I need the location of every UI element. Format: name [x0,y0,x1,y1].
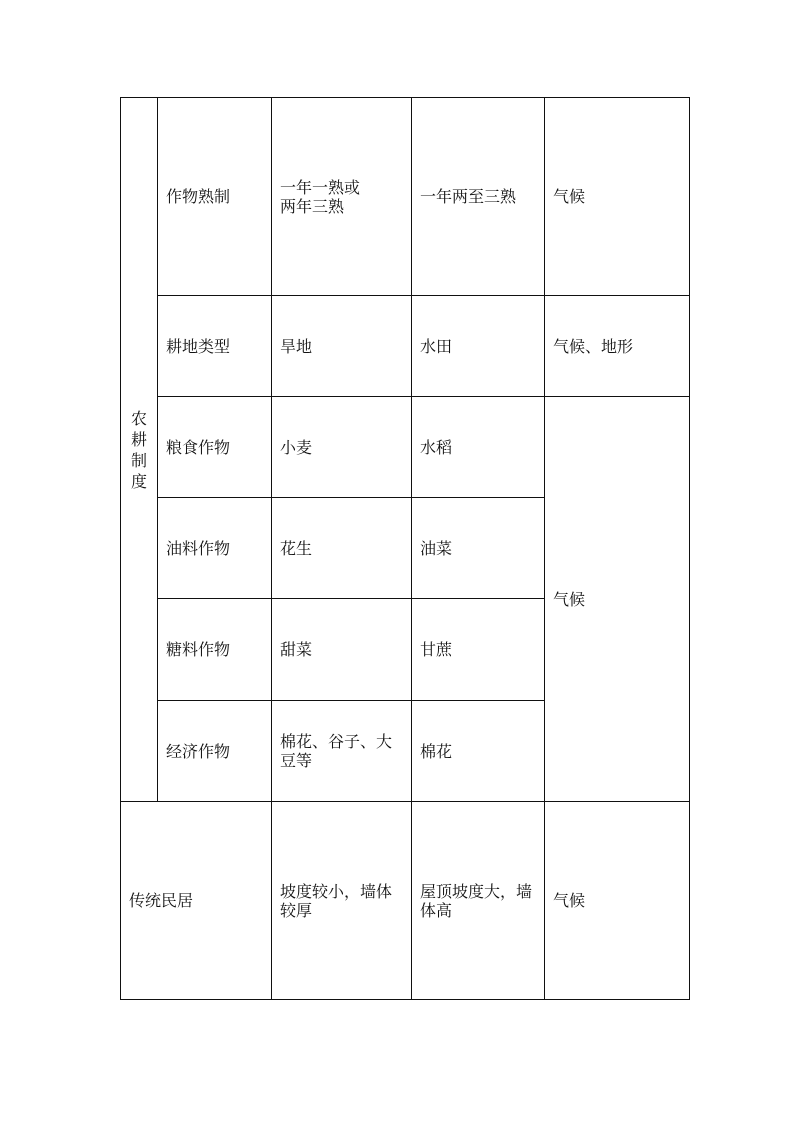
table-cell: 甜菜 [272,599,412,701]
row-label: 传统民居 [121,802,272,1000]
table-cell: 甘蔗 [412,599,545,701]
row-label: 油料作物 [158,498,272,599]
table-cell: 一年一熟或 两年三熟 [272,98,412,296]
row-label: 经济作物 [158,701,272,802]
table-cell: 屋顶坡度大，墙体高 [412,802,545,1000]
table-cell: 气候 [545,802,690,1000]
row-label: 糖料作物 [158,599,272,701]
table-cell: 旱地 [272,296,412,397]
table-cell: 棉花、谷子、大豆等 [272,701,412,802]
table-row [121,802,690,1000]
table-cell: 水稻 [412,397,545,498]
table-cell: 坡度较小，墙体较厚 [272,802,412,1000]
table-cell: 花生 [272,498,412,599]
merged-cell: 气候 [545,397,690,802]
table-cell: 气候、地形 [545,296,690,397]
table-row [121,397,690,498]
comparison-table [120,97,690,1000]
row-label: 粮食作物 [158,397,272,498]
table-cell: 一年两至三熟 [412,98,545,296]
table-cell: 小麦 [272,397,412,498]
table-row [121,296,690,397]
table-row [121,98,690,296]
table-cell: 棉花 [412,701,545,802]
group-label: 农耕制度 [130,408,147,491]
row-label: 耕地类型 [158,296,272,397]
table-cell: 水田 [412,296,545,397]
table-cell: 气候 [545,98,690,296]
table-cell: 油菜 [412,498,545,599]
group-header-cell [121,98,158,802]
row-label: 作物熟制 [158,98,272,296]
